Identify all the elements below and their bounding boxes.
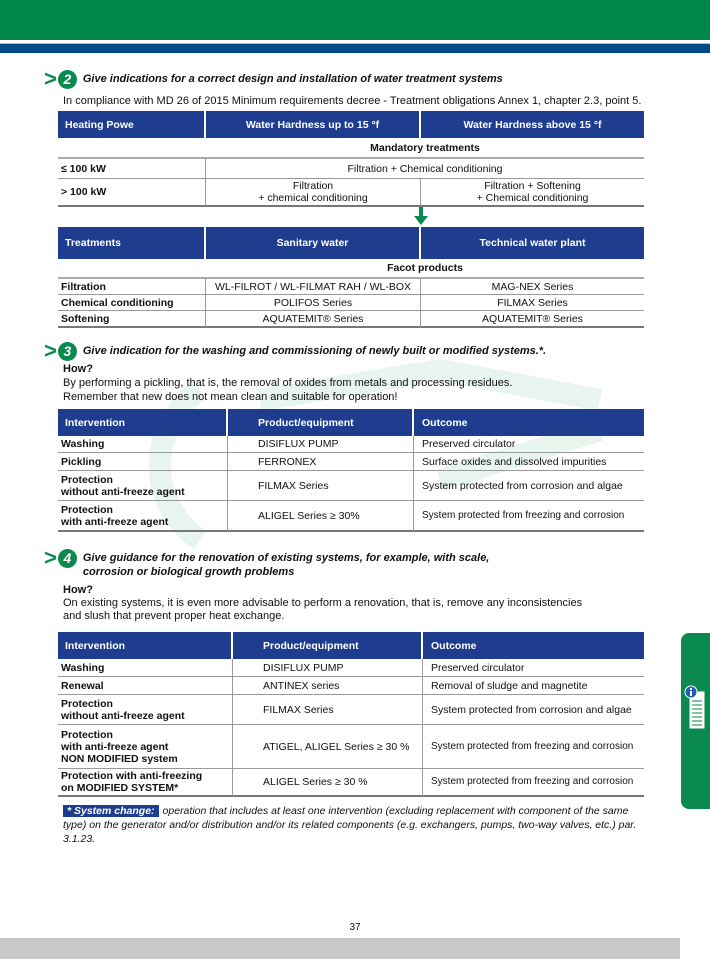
column-header: Outcome: [423, 632, 644, 659]
table-row: [58, 725, 644, 769]
subheader: Facot products: [206, 259, 644, 279]
intervention-cell: without anti-freeze agent: [61, 485, 185, 498]
intervention-cell: Protection: [61, 728, 113, 741]
product-cell: ALIGEL Series ≥ 30 %: [233, 769, 423, 797]
intervention-cell: Washing: [61, 438, 105, 450]
header-blue-band: [0, 43, 710, 53]
how-label: How?: [63, 584, 93, 596]
column-header: Treatments: [58, 227, 206, 259]
renovation-table: [58, 632, 644, 797]
product-cell: FILMAX Series: [233, 695, 423, 725]
table-row: [58, 471, 644, 501]
product-cell: DISIFLUX PUMP: [228, 436, 414, 453]
product-cell: ALIGEL Series ≥ 30%: [228, 501, 414, 532]
column-header: Product/equipment: [233, 632, 423, 659]
product-cell: DISIFLUX PUMP: [233, 659, 423, 677]
chevron-right-icon: >: [44, 338, 57, 363]
section-3-heading: [44, 338, 547, 363]
column-header: Outcome: [414, 409, 644, 436]
intervention-cell: with anti-freeze agent: [61, 740, 169, 753]
footnote-tag: * System change:: [63, 805, 159, 817]
product-cell: ATIGEL, ALIGEL Series ≥ 30 %: [233, 725, 423, 769]
paragraph: Remember that new does not mean clean and suitable for operation!: [63, 391, 398, 403]
column-header: Product/equipment: [228, 409, 414, 436]
section-number: 4: [58, 549, 77, 568]
intervention-cell: on MODIFIED SYSTEM*: [61, 782, 179, 794]
table-row: [58, 769, 644, 797]
table-row: Filtration WL-FILROT / WL-FILMAT RAH / WL-BOX MAG-NEX Series: [58, 279, 644, 295]
header-green-band: [0, 0, 710, 40]
intervention-cell: NON MODIFIED system: [61, 752, 178, 765]
table-row: [58, 695, 644, 725]
intervention-cell: Protection: [61, 503, 113, 516]
outcome-cell: System protected from corrosion and algae: [414, 471, 644, 501]
intervention-cell: Protection: [61, 473, 113, 486]
intervention-cell: Renewal: [61, 679, 104, 692]
section-title: Give indications for a correct design and installation of water treatment systems: [82, 73, 503, 85]
table-row: > 100 kW Filtration + chemical conditioning Filtration + Softening + Chemical conditioning: [58, 179, 644, 207]
product-cell: FILMAX Series: [228, 471, 414, 501]
section-2-intro: In compliance with MD 26 of 2015 Minimum requirements decree - Treatment obligations Annex 1, chapter 2.3, point 5.: [63, 95, 642, 107]
section-title: Give indication for the washing and commissioning of newly built or modified systems.*.: [82, 345, 547, 357]
section-number: 3: [58, 342, 77, 361]
chevron-right-icon: >: [44, 66, 57, 91]
info-document-icon: [684, 685, 708, 731]
outcome-cell: Surface oxides and dissolved impurities: [414, 453, 644, 471]
column-header: Sanitary water: [206, 227, 421, 259]
column-header: Water Hardness up to 15 °f: [206, 111, 421, 138]
section-title: corrosion or biological growth problems: [82, 566, 295, 578]
outcome-cell: System protected from corrosion and algae: [423, 695, 644, 725]
arrow-down-icon: [414, 207, 428, 225]
footnote-text: operation that includes at least one intervention (excluding replacement with component of the same type) on the generator and/or distribution and/or its related components (e.g. exchangers, pumps, two-way valves, etc.) par. 3.1.23.: [63, 805, 637, 845]
table-row: [58, 453, 644, 471]
intervention-cell: without anti-freeze agent: [61, 709, 185, 722]
column-header: Intervention: [58, 409, 228, 436]
intervention-cell: Pickling: [61, 455, 102, 468]
outcome-cell: System protected from freezing and corrosion: [423, 725, 644, 769]
column-header: Intervention: [58, 632, 233, 659]
page-number: 37: [349, 922, 361, 933]
side-tab[interactable]: [681, 633, 710, 809]
footer-band: [0, 938, 680, 959]
outcome-cell: System protected from freezing and corrosion: [414, 501, 644, 532]
facot-products-table: [58, 227, 644, 328]
column-header: Water Hardness above 15 °f: [421, 111, 644, 138]
intervention-cell: Protection: [61, 697, 113, 710]
chevron-right-icon: >: [44, 545, 57, 570]
outcome-cell: Preserved circulator: [414, 436, 644, 453]
section-2-heading: [44, 66, 503, 91]
product-cell: ANTINEX series: [233, 677, 423, 695]
how-label: How?: [63, 363, 93, 375]
outcome-cell: Removal of sludge and magnetite: [423, 677, 644, 695]
product-cell: FERRONEX: [228, 453, 414, 471]
section-title: Give guidance for the renovation of existing systems, for example, with scale,: [82, 552, 490, 564]
subheader: Mandatory treatments: [206, 138, 644, 159]
intervention-cell: Protection with anti-freezing: [61, 770, 203, 782]
mandatory-treatments-table: [58, 111, 644, 207]
table-row: [58, 677, 644, 695]
table-row: Softening AQUATEMIT® Series AQUATEMIT® Series: [58, 311, 644, 328]
outcome-cell: Preserved circulator: [423, 659, 644, 677]
intervention-cell: with anti-freeze agent: [61, 515, 169, 528]
paragraph: By performing a pickling, that is, the removal of oxides from metals and processing residues.: [63, 377, 513, 389]
paragraph: and slush that prevent proper heat exchange.: [63, 610, 285, 622]
table-row: Chemical conditioning POLIFOS Series FILMAX Series: [58, 295, 644, 311]
table-row: [58, 501, 644, 532]
paragraph: On existing systems, it is even more advisable to perform a renovation, that is, remove any inconsistencies: [63, 597, 583, 609]
table-row: [58, 659, 644, 677]
section-4-heading: [44, 545, 490, 579]
column-header: Heating Powe: [58, 111, 206, 138]
table-row: [58, 436, 644, 453]
table-row: ≤ 100 kW Filtration + Chemical conditioning: [58, 159, 644, 179]
intervention-cell: Washing: [61, 661, 105, 674]
outcome-cell: System protected from freezing and corrosion: [423, 769, 644, 797]
section-number: 2: [58, 70, 77, 89]
footnote: [63, 804, 643, 846]
column-header: Technical water plant: [421, 227, 644, 259]
commissioning-table: [58, 409, 644, 532]
